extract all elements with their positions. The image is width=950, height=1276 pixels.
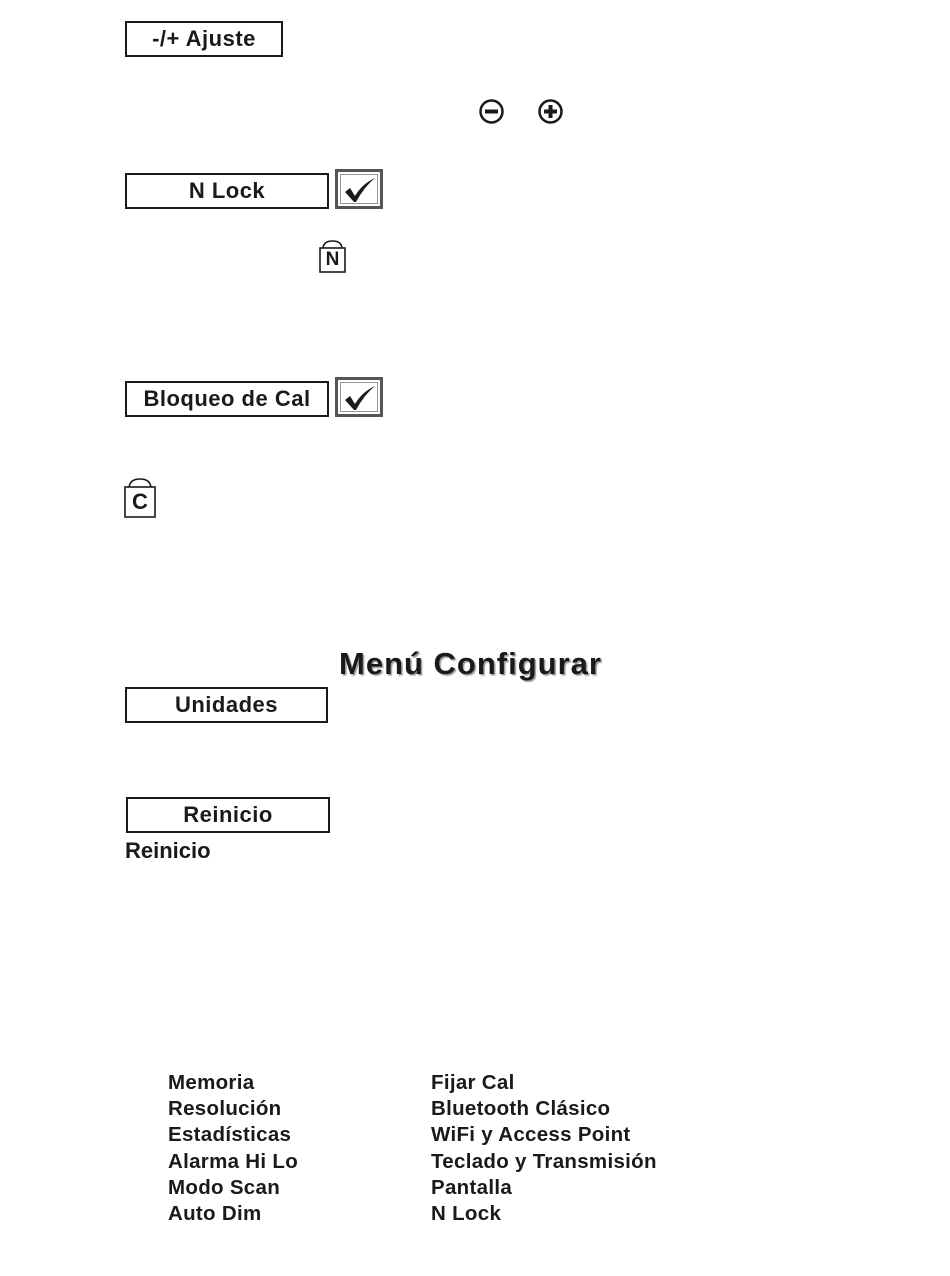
n-lock-icon [319, 239, 346, 273]
list-item: Alarma Hi Lo [168, 1149, 299, 1173]
n-lock-label: N Lock [188, 178, 266, 203]
setup-menu-title: Menú Configurar [339, 646, 602, 681]
list-item: WiFi y Access Point [431, 1123, 631, 1147]
list-item: Fijar Cal [431, 1071, 515, 1094]
cal-lock-checkbox[interactable] [335, 377, 383, 417]
cal-lock-label: Bloqueo de Cal [143, 386, 311, 411]
reset-text: Reinicio [125, 838, 211, 863]
circle-plus-icon[interactable] [537, 98, 564, 125]
feature-list-left [168, 1070, 298, 1227]
checkmark-icon [342, 384, 378, 412]
list-item: Bluetooth Clásico [431, 1097, 611, 1121]
c-lock-letter: C [132, 489, 148, 514]
list-item: Modo Scan [168, 1175, 281, 1199]
feature-list-right [431, 1070, 657, 1227]
c-lock-icon [124, 477, 156, 518]
cal-lock-button[interactable] [125, 381, 329, 417]
n-lock-checkbox[interactable] [335, 169, 383, 209]
list-item: Memoria [168, 1071, 255, 1094]
list-item: N Lock [431, 1202, 502, 1226]
list-item: Pantalla [431, 1175, 513, 1199]
n-lock-letter: N [325, 249, 340, 270]
units-button[interactable] [125, 687, 328, 723]
n-lock-button[interactable] [125, 173, 329, 209]
reset-label: Reinicio [183, 802, 273, 827]
list-item: Auto Dim [168, 1202, 262, 1226]
circle-minus-icon[interactable] [478, 98, 505, 125]
reset-button[interactable] [126, 797, 330, 833]
adjust-button[interactable] [125, 21, 283, 57]
units-label: Unidades [174, 692, 279, 717]
list-item: Estadísticas [168, 1123, 292, 1147]
checkmark-icon [342, 176, 378, 204]
adjust-label: -/+ Ajuste [152, 26, 256, 51]
list-item: Teclado y Transmisión [431, 1149, 657, 1173]
list-item: Resolución [168, 1097, 282, 1121]
